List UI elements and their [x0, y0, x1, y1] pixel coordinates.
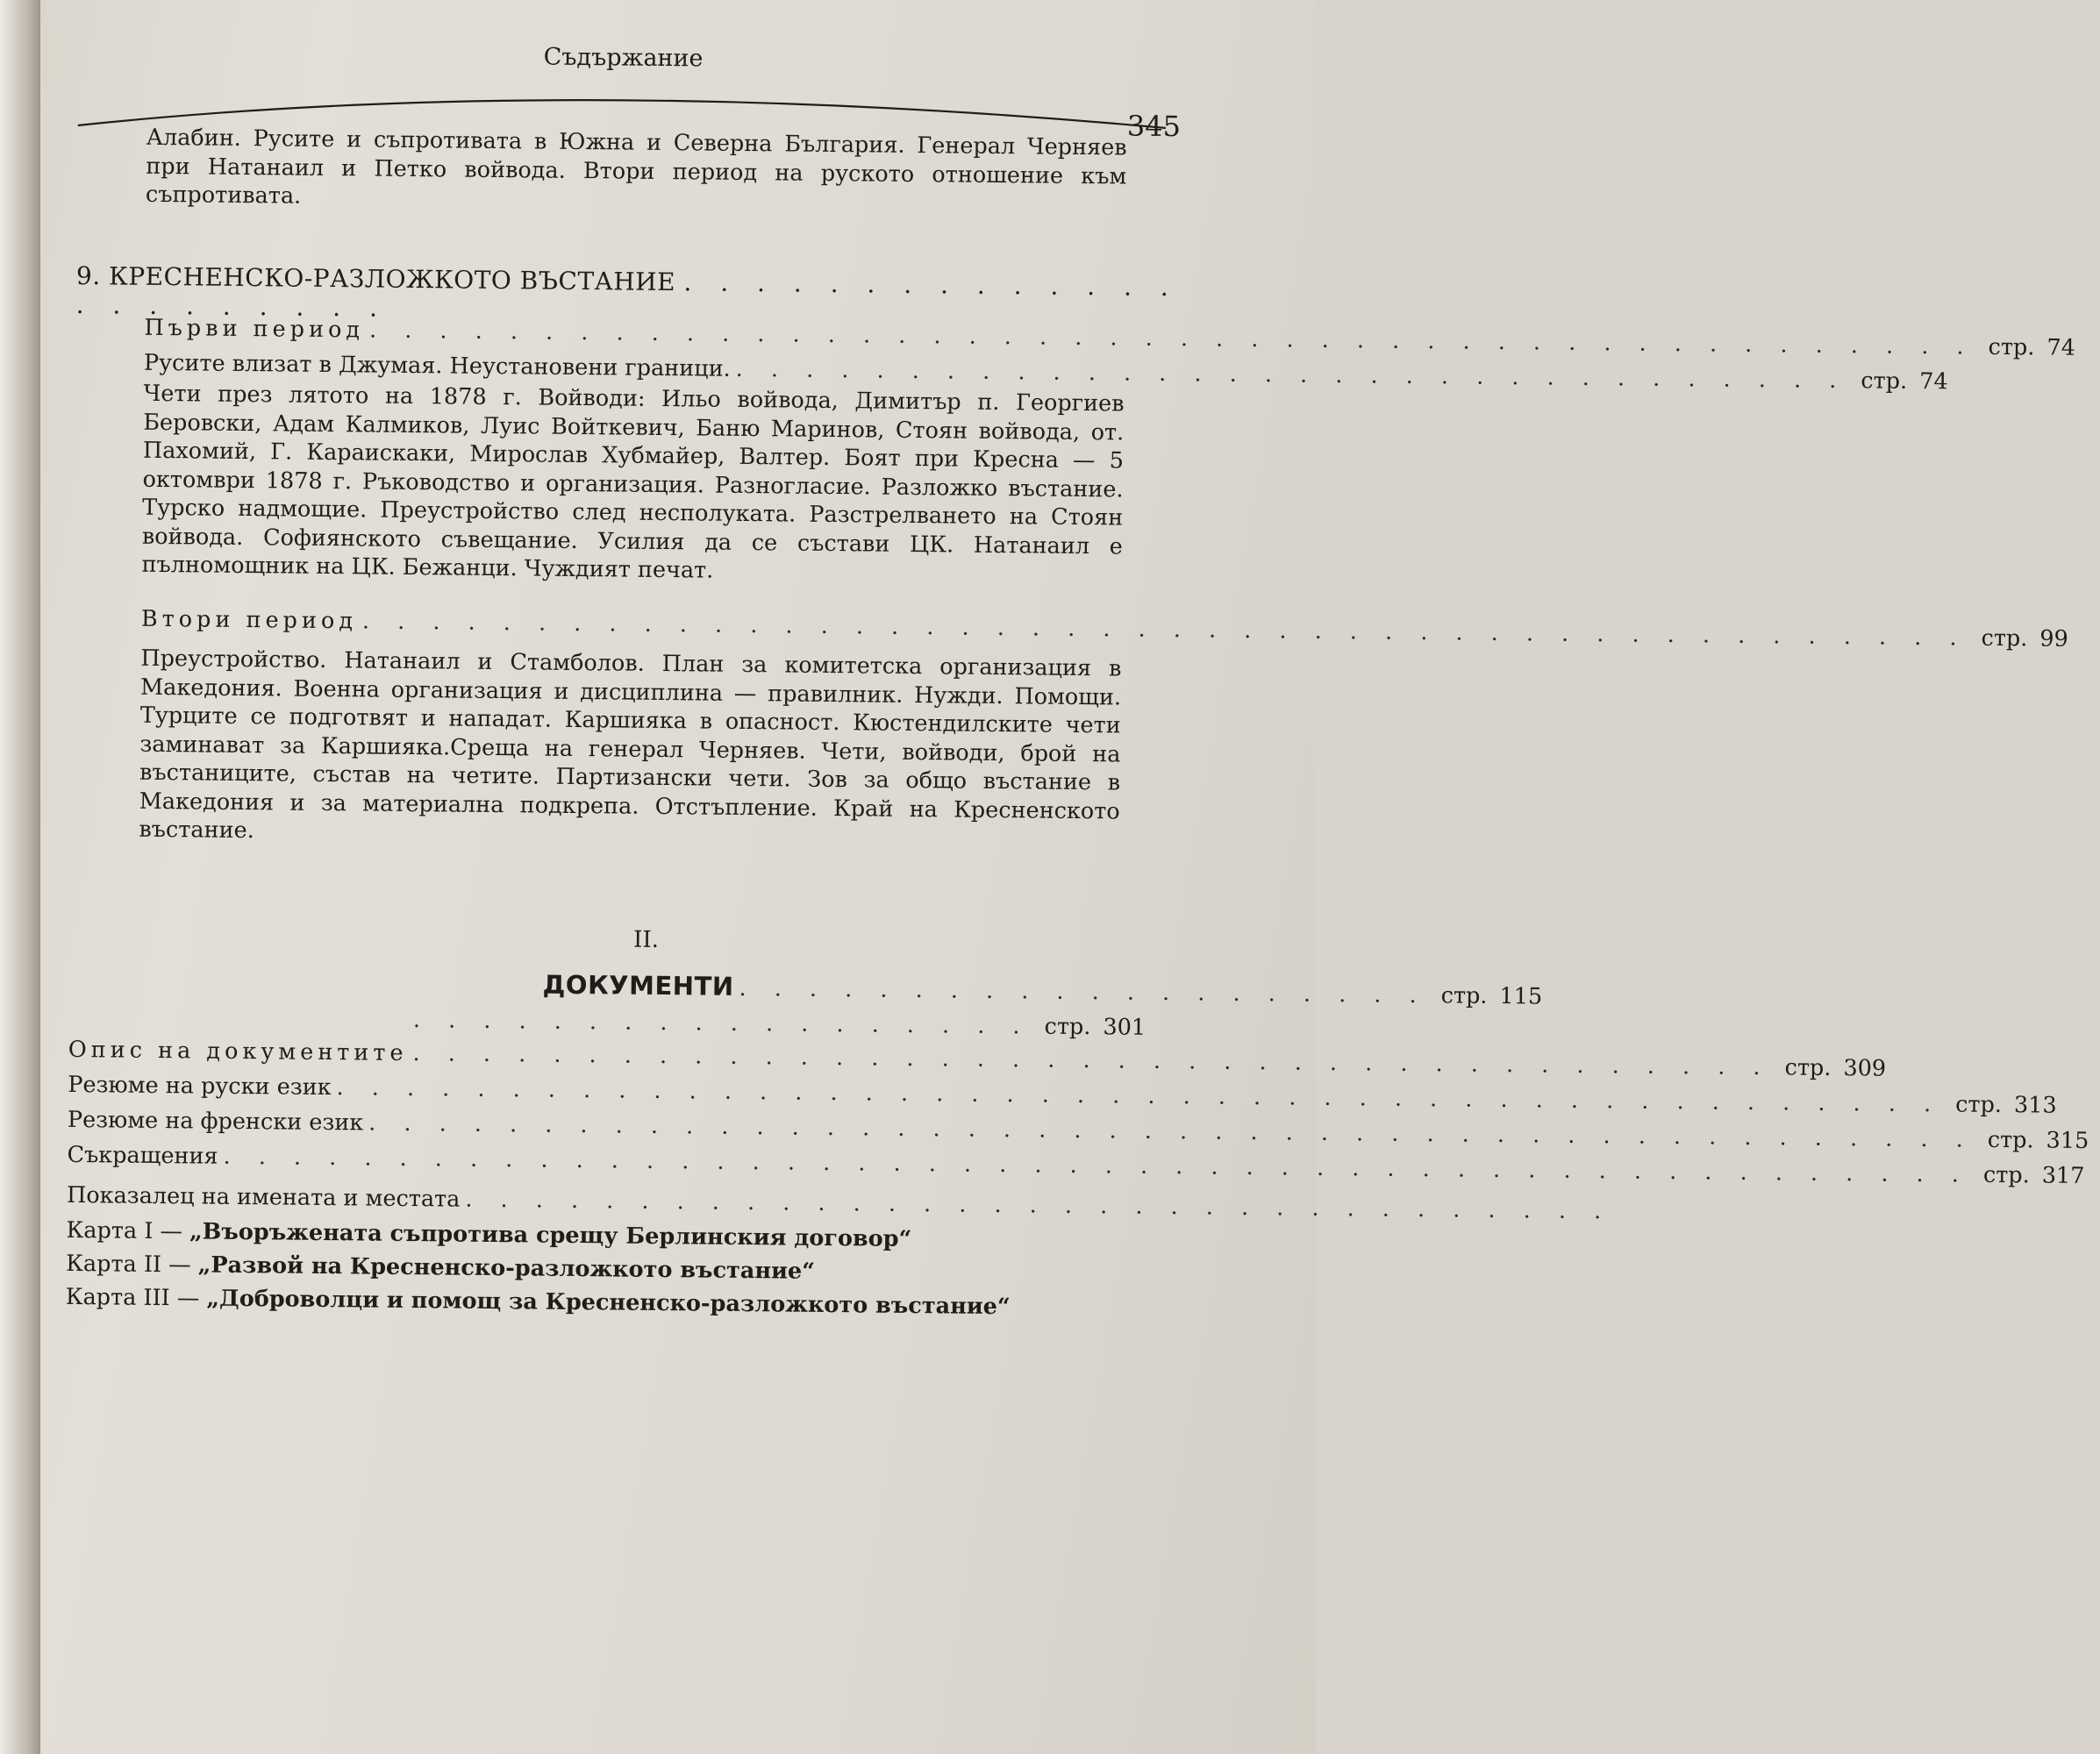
leader-dots: . . . . . . . . . . . . . . . . . . . . . . . . . . . . . . . . .: [465, 1186, 1612, 1225]
page-gutter: [0, 0, 40, 1754]
intro-paragraph: Алабин. Руситe и съпротивата в Южна и Северна България. Генерал Черняев при Натанаил и Петко войвода. Втори период на руското отношение към съпротивата.: [145, 124, 1127, 210]
toc-entry-label: Съкращения: [67, 1141, 218, 1170]
leader-dots: . . . . . . . . . . . . . . . . . . . . . . . . . . . . . . . . . . . . . . . . . . . . . .: [361, 608, 1968, 652]
page-ref-label: стр.: [1044, 1013, 1091, 1041]
leader-dots: . . . . . . . . . . . . . . . . . . . . . . . . . . . . . . . . . . . . . . . . . . . . . .: [336, 1074, 1942, 1118]
map-prefix: Карта III —: [65, 1283, 200, 1312]
map-entry[interactable]: [66, 1251, 815, 1285]
second-period-paragraph: Преустройство. Натанаил и Стамболов. План за комитетска организация в Македония. Военна организация и дисциплина — правилник. Нужди. Помощи. Турците се подготвят и нападат. Каршияка в опасност. Кюстендилските чети заминават за Каршияка.Среща на генерал Черняев. Чети, войводи, брой на въстаниците, състав на четите. Партизански чети. Зов за общо въстание в Македония и за материална подкрепа. Отстъпление. Край на Кресненското въстание.: [139, 645, 1122, 845]
documents-heading: ДОКУМЕНТИ: [542, 969, 734, 1002]
table-of-contents: [65, 26, 2089, 1353]
page-ref-number: 74: [2046, 334, 2076, 361]
toc-row[interactable]: [67, 1106, 2089, 1155]
leader-dots: . . . . . . . . . . . . . . . . . . . . . . . . . . . . . . . . . . . . . . . . . . . . . .: [368, 1109, 1974, 1153]
page-ref-number: 301: [1103, 1014, 1146, 1041]
page-ref-number: 309: [1843, 1055, 1887, 1082]
section-9-title: 9. КРЕСНЕНСКО-РАЗЛОЖКОТО ВЪСТАНИЕ: [75, 260, 676, 297]
toc-entry-label: Опис на документите: [68, 1036, 408, 1066]
toc-entry-label: Показалец на имената и местата: [66, 1181, 461, 1213]
map-prefix: Карта I —: [66, 1216, 183, 1245]
page-ref-number: 317: [2041, 1162, 2085, 1190]
leader-dots: . . . . . . . . . . . . . . . . . .: [412, 1007, 1031, 1040]
page-ref-number: 74: [1919, 367, 1948, 396]
toc-row[interactable]: [68, 1003, 1146, 1041]
part-numeral: II.: [632, 926, 660, 953]
second-period-title: Втори период: [140, 605, 358, 635]
page-ref-label: стр.: [1987, 1126, 2034, 1154]
page-ref-label: стр.: [1784, 1054, 1832, 1081]
first-period-title: Първи период: [144, 314, 365, 344]
page-ref-number: 315: [2046, 1127, 2089, 1155]
page-ref-label: стр.: [1954, 1091, 2003, 1119]
page-ref-label: стр.: [1981, 624, 2028, 652]
first-period-paragraph: Чети през лятото на 1878 г. Войводи: Ильо войвода, Димитър п. Георгиев Беровски, Адам Калмиков, Луис Войткевич, Баню Маринов, Стоян войвода, от. Пахомий, Г. Караискаки, Мирослав Хубмайер, Валтер. Боят при Кресна — 5 октомври 1878 г. Ръководство и организация. Разногласие. Разложко въстание. Турско надмощие. Преустройство след несполуката. Разстрелването на Стоян войвода. Софиянското съвещание. Усилия да се състави ЦК. Натанаил е пълномощник на ЦК. Бежанци. Чуждият печат.: [141, 380, 1125, 584]
first-paragraph-lead: Руситe влизат в Джумая. Неустановени граници.: [143, 349, 731, 382]
page-ref-number: 99: [2039, 625, 2068, 652]
leader-dots: . . . . . . . . . . . . . . . . . . . . . . . . . . . . . . . . . . . . . . . . . . . . . .: [368, 317, 1975, 360]
leader-dots: . . . . . . . . . . . . . . . . . . . . . . . . . . . . . . . . . . . . . . . . . . . . . . . . . .: [223, 1143, 1970, 1188]
leader-dots: . . . . . . . . . . . . . . . . . . . . . . . . . . . . . . . .: [735, 355, 1847, 395]
map-entry[interactable]: [66, 1284, 1011, 1320]
map-entry[interactable]: [66, 1217, 911, 1252]
map-title: „Въоръжената съпротива срещу Берлинския договор“: [189, 1218, 912, 1253]
page-ref-number: 115: [1499, 983, 1543, 1010]
map-prefix: Карта II —: [66, 1250, 191, 1279]
map-title: „Доброволци и помощ за Кресненско-разложкото въстание“: [206, 1285, 1011, 1321]
running-title: Съдържание: [543, 43, 704, 73]
toc-row-documents[interactable]: [542, 969, 1543, 1010]
toc-row[interactable]: [67, 1141, 2085, 1190]
toc-entry-label: Резюме на френски език: [67, 1106, 364, 1137]
leader-dots: . . . . . . . . . . . . . . . . . . . .: [739, 974, 1427, 1009]
page-ref-label: стр.: [1861, 367, 1908, 395]
page-ref-label: стр.: [1440, 982, 1488, 1009]
page-ref-label: стр.: [1982, 1161, 2030, 1189]
toc-row[interactable]: [66, 1181, 1612, 1225]
map-title: „Развой на Кресненско-разложкото въстание“: [197, 1251, 816, 1285]
page-ref-number: 313: [2013, 1092, 2057, 1119]
page-ref-label: стр.: [1988, 333, 2035, 361]
toc-entry-label: Резюме на руски език: [68, 1071, 332, 1102]
toc-row[interactable]: [68, 1036, 1887, 1082]
leader-dots: . . . . . . . . . . . . . . . . . . . . . . . . . . . . . . . . . . . . . . .: [412, 1040, 1771, 1081]
leader-dots: . . . . . . . . . . . . . . . . . . . . . . .: [75, 267, 1179, 323]
toc-row-second-period[interactable]: [140, 605, 2068, 652]
page-number: 345: [1126, 109, 1182, 144]
toc-row[interactable]: [68, 1071, 2057, 1119]
